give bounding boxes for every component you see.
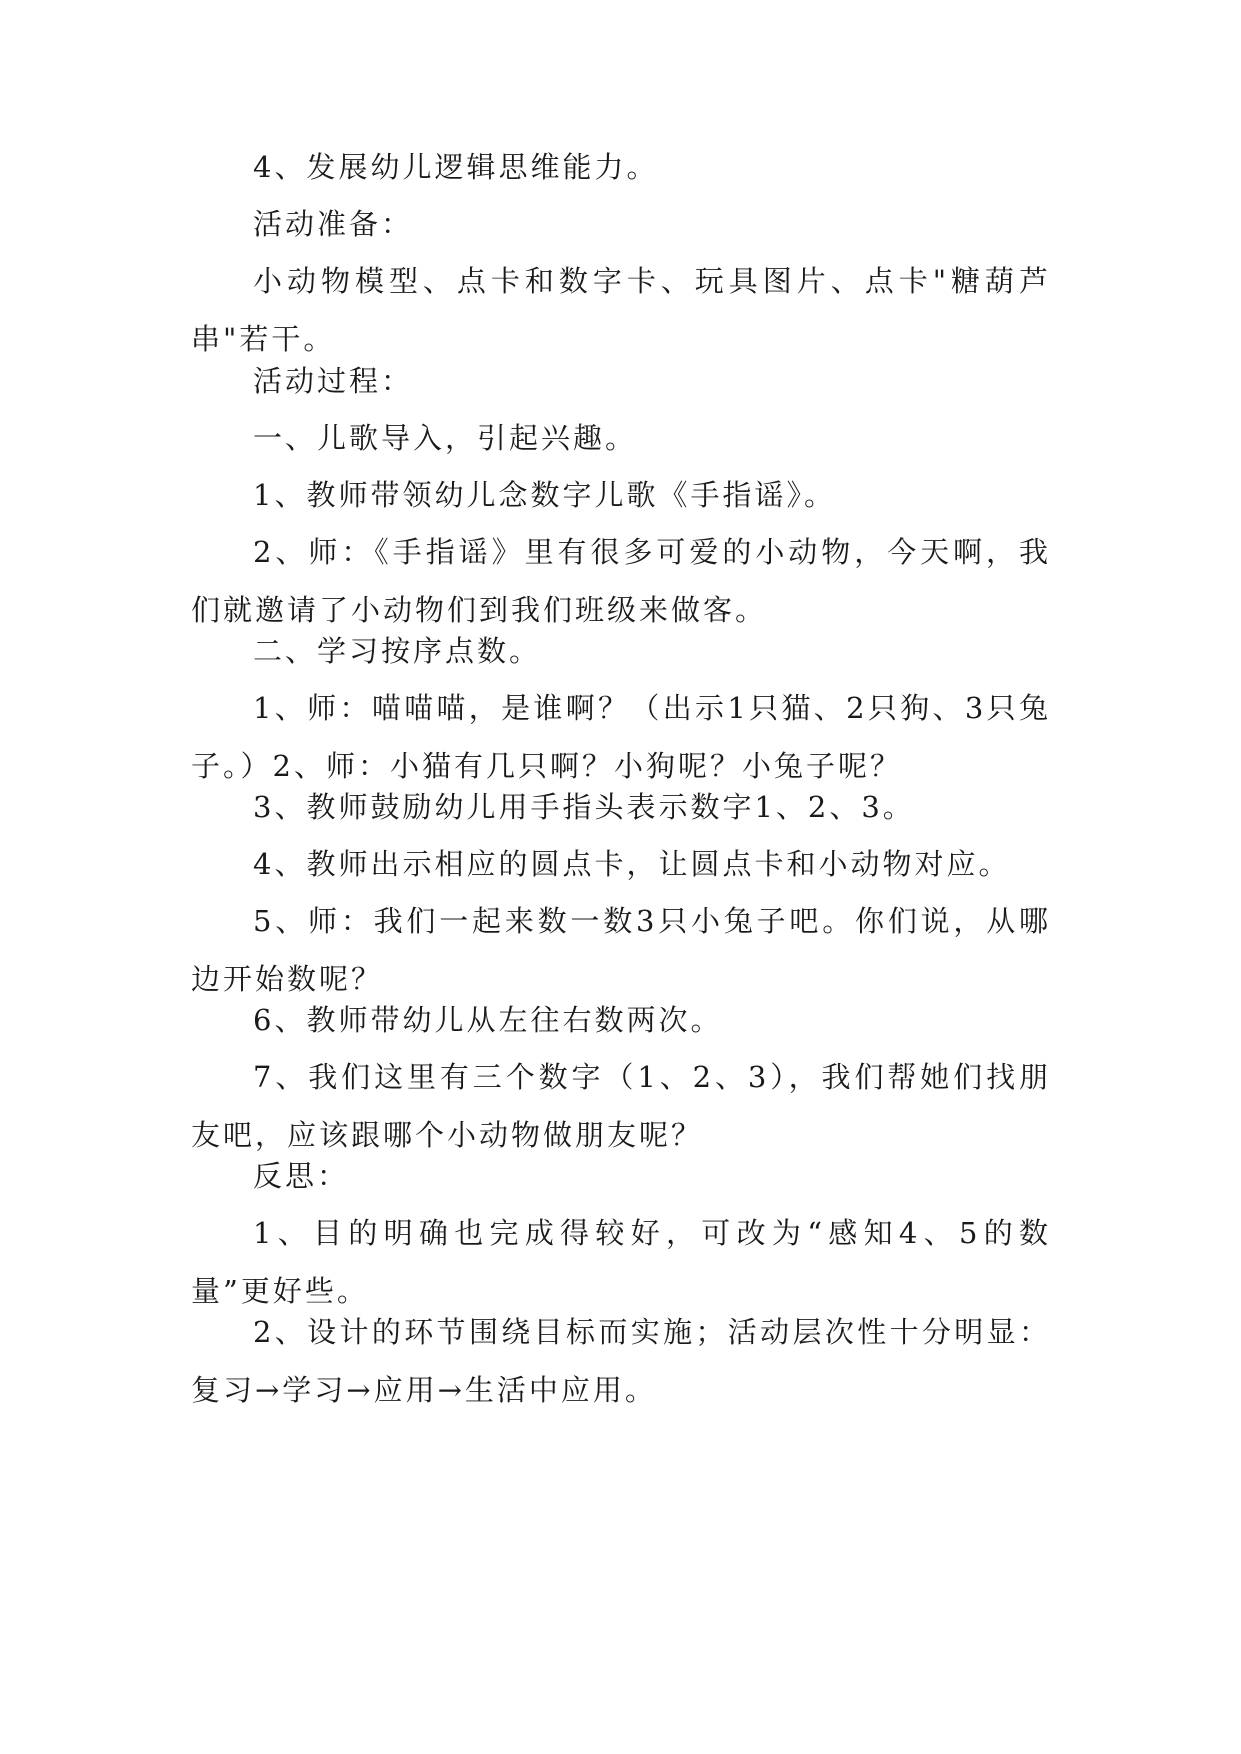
paragraph-step-2-6: 6、教师带幼儿从左往右数两次。 [253, 1003, 723, 1037]
paragraph-step-2-4: 4、教师出示相应的圆点卡，让圆点卡和小动物对应。 [253, 847, 1011, 881]
paragraph-step-1-1: 1、教师带领幼儿念数字儿歌《手指谣》。 [253, 478, 836, 512]
section-one-title: 一、儿歌导入，引起兴趣。 [253, 421, 638, 455]
paragraph-step-1-2: 2、师：《手指谣》里有很多可爱的小动物，今天啊，我们就邀请了小动物们到我们班级来做客。 [191, 535, 1051, 627]
heading-preparation: 活动准备： [253, 207, 414, 241]
paragraph-step-2-1: 1、师：喵喵喵，是谁啊？（出示1只猫、2只狗、3只兔子。）2、师：小猫有几只啊？小狗呢？小兔子呢？ [191, 691, 1051, 783]
paragraph-step-2-5: 5、师：我们一起来数一数3只小兔子吧。你们说，从哪边开始数呢？ [191, 904, 1051, 996]
paragraph-step-2-7: 7、我们这里有三个数字（1、2、3），我们帮她们找朋友吧，应该跟哪个小动物做朋友呢？ [191, 1060, 1051, 1152]
heading-process: 活动过程： [253, 364, 414, 398]
paragraph-goal-4: 4、发展幼儿逻辑思维能力。 [253, 150, 659, 184]
paragraph-reflection-1: 1、目的明确也完成得较好，可改为“感知4、5的数量”更好些。 [191, 1216, 1051, 1308]
paragraph-materials: 小动物模型、点卡和数字卡、玩具图片、点卡"糖葫芦串"若干。 [191, 264, 1051, 356]
heading-reflection: 反思： [253, 1159, 350, 1193]
paragraph-reflection-2: 2、设计的环节围绕目标而实施；活动层次性十分明显：复习→学习→应用→生活中应用。 [191, 1315, 1051, 1407]
paragraph-step-2-3: 3、教师鼓励幼儿用手指头表示数字1、2、3。 [253, 790, 915, 824]
section-two-title: 二、学习按序点数。 [253, 634, 542, 668]
